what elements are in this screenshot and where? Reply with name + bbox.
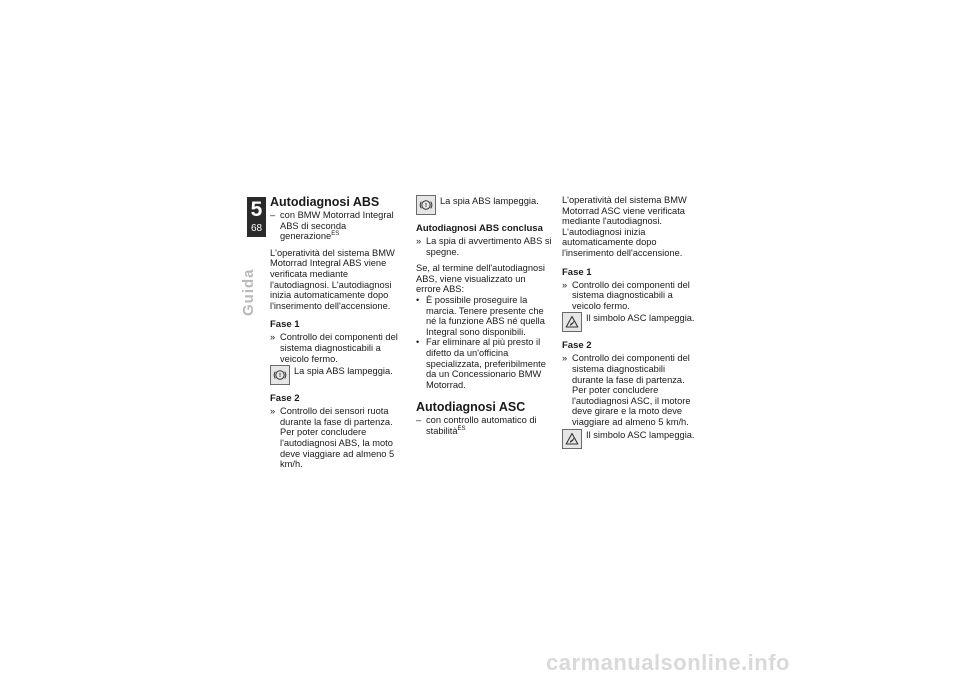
asc-warning-text: Il simbolo ASC lampeggia. xyxy=(586,313,695,324)
equipment-note-text: con BMW Motorrad Integral ABS di seconda generazione xyxy=(280,210,394,242)
abs-intro-paragraph: L'operatività del sistema BMW Motorrad Integral ABS viene verificata mediante l'autodiagnosi. L'autodiagnosi inizia automaticamente dopo l'inserimento dell'accensione. xyxy=(270,247,395,311)
arrow-marker: » xyxy=(416,236,422,246)
phase-2-item xyxy=(270,406,406,470)
heading-abs-selfdiagnosis: Autodiagnosi ABS xyxy=(270,195,380,209)
asc-warning-text: Il simbolo ASC lampeggia. xyxy=(586,429,695,440)
phase-2-text: Controllo dei sensori ruota durante la fase di partenza. Per poter concludere l'autodiagnosi ABS, la moto deve viaggiare ad almeno 5 km/h. xyxy=(280,406,395,470)
abs-error-paragraph: Se, al termine dell'autodiagnosi ABS, viene visualizzato un errore ABS: xyxy=(416,263,545,295)
abs-concluded-text: La spia di avvertimento ABS si spegne. xyxy=(426,236,552,257)
arrow-marker: » xyxy=(270,406,276,417)
es-superscript: ES xyxy=(457,425,466,432)
column-1 xyxy=(270,195,406,470)
column-2 xyxy=(416,195,552,437)
dash-marker: – xyxy=(416,415,422,426)
equipment-note-text: con controllo automatico di stabilità xyxy=(426,415,537,436)
heading-asc-selfdiagnosis: Autodiagnosi ASC xyxy=(416,400,526,415)
es-superscript: ES xyxy=(331,231,340,238)
bullet-marker: • xyxy=(416,337,420,348)
chapter-tab xyxy=(247,197,266,237)
dash-marker: – xyxy=(270,210,276,220)
asc-warning-note xyxy=(562,312,698,332)
bullet-text: Far eliminare al più presto il difetto da un'officina specializzata, preferibilmente da un Concessionario BMW Motorrad. xyxy=(426,337,546,390)
arrow-marker: » xyxy=(562,279,568,290)
abs-warning-light-icon xyxy=(416,195,436,215)
phase-1-text: Controllo dei componenti del sistema diagnosticabili a veicolo fermo. xyxy=(572,279,690,311)
bullet-marker: • xyxy=(416,294,420,305)
bullet-item xyxy=(416,337,552,390)
abs-warning-text: La spia ABS lampeggia. xyxy=(294,366,393,377)
phase-2-title: Fase 2 xyxy=(562,340,592,352)
phase-2-item xyxy=(562,353,698,427)
abs-concluded-item xyxy=(416,236,552,257)
column-3 xyxy=(562,195,698,457)
asc-warning-note xyxy=(562,429,698,449)
arrow-marker: » xyxy=(562,353,568,364)
svg-text:!: ! xyxy=(278,373,282,380)
asc-warning-symbol-icon xyxy=(562,312,582,332)
asc-intro-paragraph: L'operatività del sistema BMW Motorrad ASC viene verificata mediante l'autodiagnosi. L'autodiagnosi inizia automaticamente dopo l'inserimento dell'accensione. xyxy=(562,195,687,258)
abs-concluded-title: Autodiagnosi ABS conclusa xyxy=(416,223,543,234)
phase-1-item xyxy=(270,332,406,364)
abs-warning-text: La spia ABS lampeggia. xyxy=(440,196,539,206)
bullet-text: È possibile proseguire la marcia. Tenere presente che né la funzione ABS né quella Integral sono disponibili. xyxy=(426,294,545,337)
phase-2-title: Fase 2 xyxy=(270,393,300,405)
chapter-number: 5 xyxy=(250,198,263,221)
svg-text:!: ! xyxy=(424,203,428,209)
abs-warning-note xyxy=(270,365,406,385)
watermark: carmanualsonline.info xyxy=(546,650,790,675)
phase-1-item xyxy=(562,280,698,312)
phase-2-text: Controllo dei componenti del sistema diagnosticabili durante la fase di partenza. Per poter concludere l'autodiagnosi ASC, il motore deve girare e la moto deve viaggiare ad almeno 5 km/h. xyxy=(572,353,691,427)
asc-warning-symbol-icon xyxy=(562,429,582,449)
arrow-marker: » xyxy=(270,332,276,343)
page-number: 68 xyxy=(250,223,263,234)
equipment-note xyxy=(416,415,552,436)
phase-1-text: Controllo dei componenti del sistema diagnosticabili a veicolo fermo. xyxy=(280,332,398,364)
equipment-note xyxy=(270,210,406,242)
bullet-item xyxy=(416,295,552,337)
abs-warning-light-icon xyxy=(270,365,290,385)
phase-1-title: Fase 1 xyxy=(562,266,592,278)
phase-1-title: Fase 1 xyxy=(270,319,300,331)
section-label: Guida xyxy=(240,268,257,316)
abs-warning-note xyxy=(416,195,552,215)
